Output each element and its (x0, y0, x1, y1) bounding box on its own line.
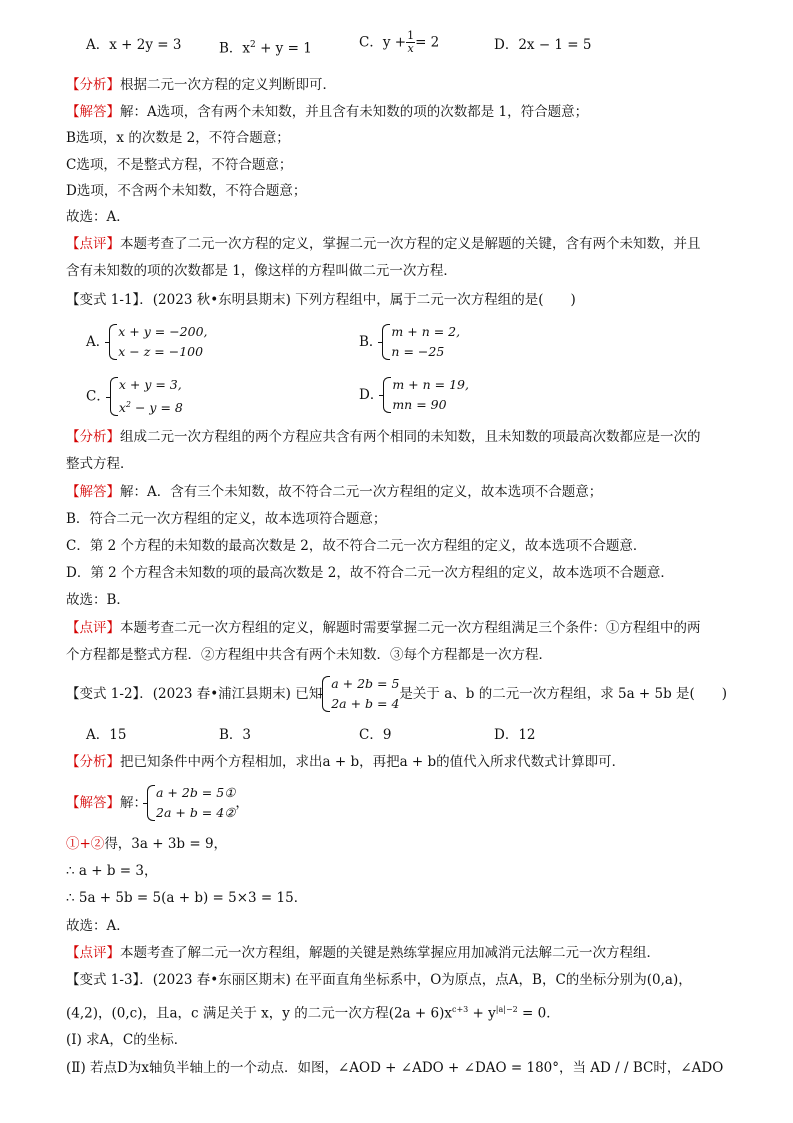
q0-solution-3: C选项，不是整式方程，不符合题意； (66, 157, 293, 173)
v11-option-a: A． x + y = −200, x − z = −100 (86, 322, 208, 362)
v13-title-2: (4,2)，(0,c)，且a，c 满足关于 x，y 的二元一次方程$(2a + 6)x^{c+3} + y^{|a|-2} = 0$． (66, 1005, 560, 1022)
v11-comment-2: 个方程都是整式方程．②方程组中共含有两个未知数．③每个方程都是一次方程． (66, 647, 552, 663)
q0-analysis: 【分析】根据二元一次方程的定义判断即可． (66, 77, 336, 93)
v11-solution-3: C．第 2 个方程的未知数的最高次数是 2，故不符合二元一次方程组的定义，故本选项不合题意． (66, 538, 647, 554)
v11-analysis-1: 【分析】组成二元一次方程组的两个方程应共含有两个相同的未知数，且未知数的项最高次数都应是一次的 (66, 429, 701, 445)
v11-option-d: D． m + n = 19, mn = 90 (359, 375, 469, 415)
v12-step-3: ∴ 5a + 5b = 5(a + b) = 5×3 = 15． (66, 890, 308, 906)
v11-solution-1: 【解答】解：A．含有三个未知数，故不符合二元一次方程组的定义，故本选项不合题意； (66, 484, 603, 500)
q0-option-a: A．x + 2y = 3 (86, 37, 182, 53)
v11-title: 【变式 1-1】．(2023 秋•东明县期末) 下列方程组中，属于二元一次方程组的是( ) (66, 292, 576, 308)
v11-a-system: x + y = −200, x − z = −100 (109, 322, 207, 362)
v11-d-system: m + n = 19, mn = 90 (383, 375, 469, 415)
q0-solution-1: 【解答】解：A选项，含有两个未知数，并且含有未知数的项的次数都是 1，符合题意； (66, 104, 589, 120)
v12-step-2: ∴ a + b = 3， (66, 863, 158, 879)
v12-title-system: a + 2b = 5 2a + b = 4 (322, 674, 399, 714)
v12-option-c: C．9 (359, 727, 392, 743)
v12-step-1: ①+②得，3a + 3b = 9， (66, 836, 228, 852)
v11-analysis-2: 整式方程． (66, 456, 134, 472)
q0-solution-2: B选项，x 的次数是 2，不符合题意； (66, 130, 290, 146)
v12-option-b: B．3 (219, 727, 252, 743)
v13-title-1: 【变式 1-3】．(2023 春•东丽区期末) 在平面直角坐标系中，O为原点，点A，B，C的坐标分别为(0,a)， (66, 972, 692, 988)
q0-option-b: B．$x^2 + y = 1$ (219, 40, 312, 57)
v11-solution-4: D．第 2 个方程含未知数的项的最高次数是 2，故不符合二元一次方程组的定义，故本选项不合题意． (66, 565, 674, 581)
v11-solution-2: B．符合二元一次方程组的定义，故本选项符合题意； (66, 511, 387, 527)
v12-analysis: 【分析】把已知条件中两个方程相加，求出a + b，再把a + b的值代入所求代数式计算即可． (66, 754, 626, 770)
v12-answer: 故选：A． (66, 918, 130, 934)
v11-c-system: x + y = 3, $x^2 - y = 8$ (110, 375, 183, 418)
fraction-1-over-x: $\frac{1}{x}$ (407, 29, 415, 55)
v11-option-c: C． x + y = 3, $x^2 - y = 8$ (86, 375, 183, 418)
v11-option-b: B． m + n = 2, n = −25 (359, 322, 460, 362)
v13-part-1: (Ⅰ) 求A，C的坐标． (66, 1032, 188, 1048)
q0-comment-1: 【点评】本题考查了二元一次方程的定义，掌握二元一次方程的定义是解题的关键，含有两个未知数，并且 (66, 236, 701, 252)
v13-part-2: (Ⅱ) 若点D为x轴负半轴上的一个动点．如图，∠AOD + ∠ADO + ∠DAO = 180°，当 AD / / BC时，∠ADO (66, 1060, 724, 1076)
q0-answer: 故选：A． (66, 209, 130, 225)
q0-comment-2: 含有未知数的项的次数都是 1，像这样的方程叫做二元一次方程． (66, 263, 457, 279)
q0-option-d: D．2x − 1 = 5 (494, 37, 592, 53)
q0-option-c: C．y + $\frac{1}{x}$ = 2 (359, 29, 440, 55)
v12-solution-system: 【解答】解： a + 2b = 5① 2a + b = 4② ， (66, 783, 249, 823)
v12-option-d: D．12 (494, 727, 536, 743)
v11-b-system: m + n = 2, n = −25 (382, 322, 460, 362)
q0-solution-4: D选项，不含两个未知数，不符合题意； (66, 183, 307, 199)
v11-answer: 故选：B． (66, 592, 130, 608)
v12-comment: 【点评】本题考查了解二元一次方程组，解题的关键是熟练掌握应用加减消元法解二元一次方程组． (66, 945, 660, 961)
v11-comment-1: 【点评】本题考查二元一次方程组的定义，解题时需要掌握二元一次方程组满足三个条件：①方程组中的两 (66, 620, 701, 636)
v12-title: 【变式 1-2】．(2023 春•浦江县期末) 已知 a + 2b = 5 2a + b = 4 是关于 a、b 的二元一次方程组，求 5a + 5b 是( ) (66, 674, 727, 714)
v12-solution-brace: a + 2b = 5① 2a + b = 4② (147, 783, 235, 823)
v12-option-a: A．15 (86, 727, 127, 743)
